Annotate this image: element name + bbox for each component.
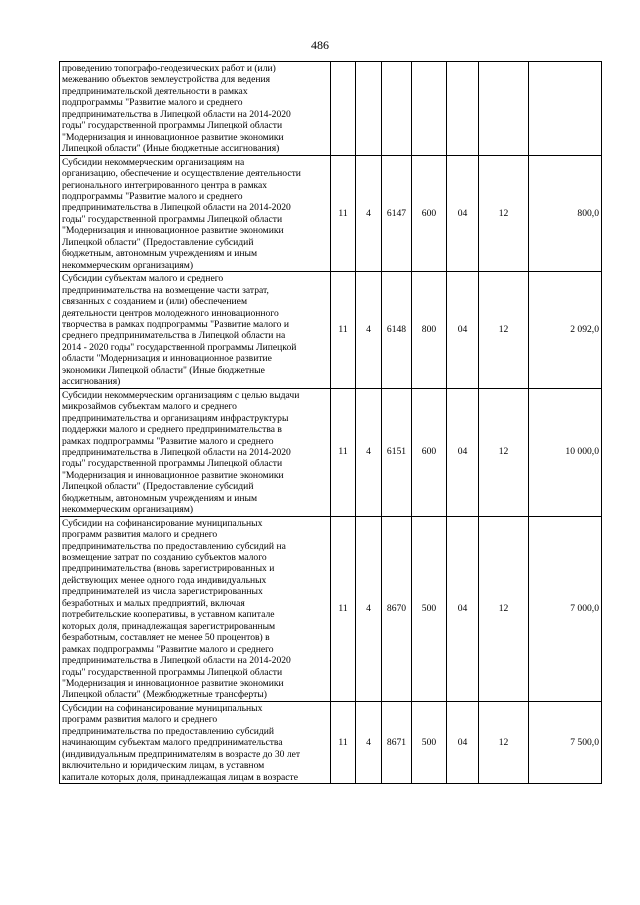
sub-program-code: 04 bbox=[447, 701, 479, 783]
description-line: потребительские кооперативы, в уставном капитале bbox=[62, 609, 275, 621]
section-code bbox=[331, 62, 356, 156]
target-article-code: 6147 bbox=[382, 155, 412, 272]
table-row bbox=[60, 388, 602, 516]
expense-type-code: 600 bbox=[412, 155, 447, 272]
description-line: годы" государственной программы Липецкой области bbox=[62, 120, 283, 132]
section-code: 11 bbox=[331, 155, 356, 272]
description-line: "Модернизация и инновационное развитие экономики bbox=[62, 469, 284, 481]
description-line: возмещение затрат по созданию субъектов малого bbox=[62, 552, 267, 564]
sub-program-code: 04 bbox=[447, 155, 479, 272]
program-code: 12 bbox=[479, 516, 529, 701]
program-code: 12 bbox=[479, 388, 529, 516]
description-line: программ развития малого и среднего bbox=[62, 714, 218, 726]
expense-description bbox=[60, 516, 331, 701]
description-line: (индивидуальным предпринимателям в возрасте до 30 лет bbox=[62, 748, 301, 760]
description-line: некоммерческим организациям) bbox=[62, 259, 194, 271]
sub-program-code: 04 bbox=[447, 516, 479, 701]
expense-type-code bbox=[412, 62, 447, 156]
amount-value: 2 092,0 bbox=[529, 272, 602, 389]
description-line: проведению топографо-геодезических работ и (или) bbox=[62, 63, 276, 74]
expense-type-code: 500 bbox=[412, 516, 447, 701]
expense-description bbox=[60, 272, 331, 389]
description-line: Липецкой области" (Предоставление субсидий bbox=[62, 236, 254, 248]
subsection-code: 4 bbox=[356, 272, 382, 389]
description-line: предпринимательства в Липецкой области на 2014-2020 bbox=[62, 108, 291, 120]
section-code: 11 bbox=[331, 701, 356, 783]
description-line: начинающим субъектам малого предпринимательства bbox=[62, 737, 283, 749]
description-line: включительно и юридическим лицам, в уставном bbox=[62, 760, 265, 772]
description-line: предпринимательства по предоставлению субсидий bbox=[62, 725, 275, 737]
description-line: годы" государственной программы Липецкой области bbox=[62, 213, 283, 225]
description-line: капитале которых доля, принадлежащая лицам в возрасте bbox=[62, 771, 298, 783]
description-line: поддержки малого и среднего предпринимательства в bbox=[62, 424, 282, 436]
expense-description bbox=[60, 388, 331, 516]
target-article-code bbox=[382, 62, 412, 156]
description-line: рамках подпрограммы "Развитие малого и среднего bbox=[62, 435, 274, 447]
description-line: Субсидии некоммерческим организациям с целью выдачи bbox=[62, 389, 300, 401]
section-code: 11 bbox=[331, 272, 356, 389]
target-article-code: 8671 bbox=[382, 701, 412, 783]
sub-program-code: 04 bbox=[447, 272, 479, 389]
description-line: Субсидии на софинансирование муниципальных bbox=[62, 702, 263, 714]
description-line: предпринимательства в Липецкой области на 2014-2020 bbox=[62, 202, 291, 214]
target-article-code: 6151 bbox=[382, 388, 412, 516]
program-code: 12 bbox=[479, 155, 529, 272]
description-line: Липецкой области" (Иные бюджетные ассигнования) bbox=[62, 143, 280, 155]
description-line: ассигнования) bbox=[62, 376, 121, 388]
description-line: предпринимателей из числа зарегистрированных bbox=[62, 586, 263, 598]
description-line: предпринимательской деятельности в рамках bbox=[62, 85, 248, 97]
amount-value: 800,0 bbox=[529, 155, 602, 272]
program-code: 12 bbox=[479, 272, 529, 389]
expense-type-code: 800 bbox=[412, 272, 447, 389]
description-line: "Модернизация и инновационное развитие экономики bbox=[62, 678, 284, 690]
description-line: творчества в рамках подпрограммы "Развитие малого и bbox=[62, 318, 290, 330]
description-line: предпринимательства (вновь зарегистрированных и bbox=[62, 563, 275, 575]
subsection-code: 4 bbox=[356, 701, 382, 783]
expense-description bbox=[60, 155, 331, 272]
description-line: предпринимательства в Липецкой области на 2014-2020 bbox=[62, 446, 291, 458]
description-line: годы" государственной программы Липецкой области bbox=[62, 666, 283, 678]
target-article-code: 8670 bbox=[382, 516, 412, 701]
description-line: Липецкой области" (Предоставление субсидий bbox=[62, 481, 254, 493]
sub-program-code: 04 bbox=[447, 388, 479, 516]
table-row bbox=[60, 516, 602, 701]
description-line: действующих менее одного года индивидуальных bbox=[62, 574, 267, 586]
description-line: программ развития малого и среднего bbox=[62, 529, 218, 541]
description-line: предпринимательства и организациям инфраструктуры bbox=[62, 412, 289, 424]
expense-type-code: 600 bbox=[412, 388, 447, 516]
amount-value bbox=[529, 62, 602, 156]
description-line: подпрограммы "Развитие малого и среднего bbox=[62, 97, 243, 109]
page-number: 486 bbox=[311, 38, 329, 52]
description-line: связанных с созданием и (или) обеспечением bbox=[62, 296, 248, 308]
description-line: некоммерческим организациям) bbox=[62, 504, 194, 516]
expense-type-code: 500 bbox=[412, 701, 447, 783]
table-body bbox=[60, 62, 602, 784]
description-line: Липецкой области" (Межбюджетные трансферты) bbox=[62, 689, 267, 701]
description-line: бюджетным, автономным учреждениям и иным bbox=[62, 248, 258, 260]
table-row bbox=[60, 155, 602, 272]
description-line: предпринимательства по предоставлению субсидий на bbox=[62, 540, 286, 552]
description-line: области "Модернизация и инновационное развитие bbox=[62, 353, 272, 365]
description-line: безработных и малых предприятий, включая bbox=[62, 597, 245, 609]
description-line: среднего предпринимательства в Липецкой области на bbox=[62, 330, 286, 342]
table-row bbox=[60, 62, 602, 156]
description-line: безработным, составляет не менее 50 процентов) в bbox=[62, 632, 270, 644]
description-line: Субсидии субъектам малого и среднего bbox=[62, 273, 224, 285]
description-line: "Модернизация и инновационное развитие экономики bbox=[62, 225, 284, 237]
table-row bbox=[60, 701, 602, 783]
description-line: экономики Липецкой области" (Иные бюджетные bbox=[62, 364, 265, 376]
description-line: предпринимательства в Липецкой области на 2014-2020 bbox=[62, 655, 291, 667]
amount-value: 7 500,0 bbox=[529, 701, 602, 783]
subsection-code: 4 bbox=[356, 516, 382, 701]
subsection-code: 4 bbox=[356, 388, 382, 516]
budget-table bbox=[59, 61, 602, 784]
amount-value: 10 000,0 bbox=[529, 388, 602, 516]
program-code bbox=[479, 62, 529, 156]
description-line: микрозаймов субъектам малого и среднего bbox=[62, 401, 237, 413]
description-line: годы" государственной программы Липецкой области bbox=[62, 458, 283, 470]
description-line: подпрограммы "Развитие малого и среднего bbox=[62, 190, 243, 202]
program-code: 12 bbox=[479, 701, 529, 783]
description-line: которых доля, принадлежащая зарегистрированным bbox=[62, 620, 276, 632]
table-row bbox=[60, 272, 602, 389]
section-code: 11 bbox=[331, 388, 356, 516]
description-line: Субсидии на софинансирование муниципальных bbox=[62, 517, 263, 529]
amount-value: 7 000,0 bbox=[529, 516, 602, 701]
description-line: организацию, обеспечение и осуществление деятельности bbox=[62, 168, 301, 180]
description-line: 2014 - 2020 годы" государственной программы Липецкой bbox=[62, 341, 297, 353]
section-code: 11 bbox=[331, 516, 356, 701]
description-line: деятельности центров молодежного инновационного bbox=[62, 307, 279, 319]
description-line: бюджетным, автономным учреждениям и иным bbox=[62, 492, 258, 504]
description-line: предпринимательства на возмещение части затрат, bbox=[62, 284, 269, 296]
description-line: регионального интегрированного центра в рамках bbox=[62, 179, 268, 191]
description-line: рамках подпрограммы "Развитие малого и среднего bbox=[62, 643, 274, 655]
subsection-code: 4 bbox=[356, 155, 382, 272]
target-article-code: 6148 bbox=[382, 272, 412, 389]
description-line: межеванию объектов землеустройства для ведения bbox=[62, 74, 271, 86]
expense-description bbox=[60, 701, 331, 783]
sub-program-code bbox=[447, 62, 479, 156]
description-line: "Модернизация и инновационное развитие экономики bbox=[62, 131, 284, 143]
subsection-code bbox=[356, 62, 382, 156]
expense-description bbox=[60, 62, 331, 156]
description-line: Субсидии некоммерческим организациям на bbox=[62, 156, 245, 168]
